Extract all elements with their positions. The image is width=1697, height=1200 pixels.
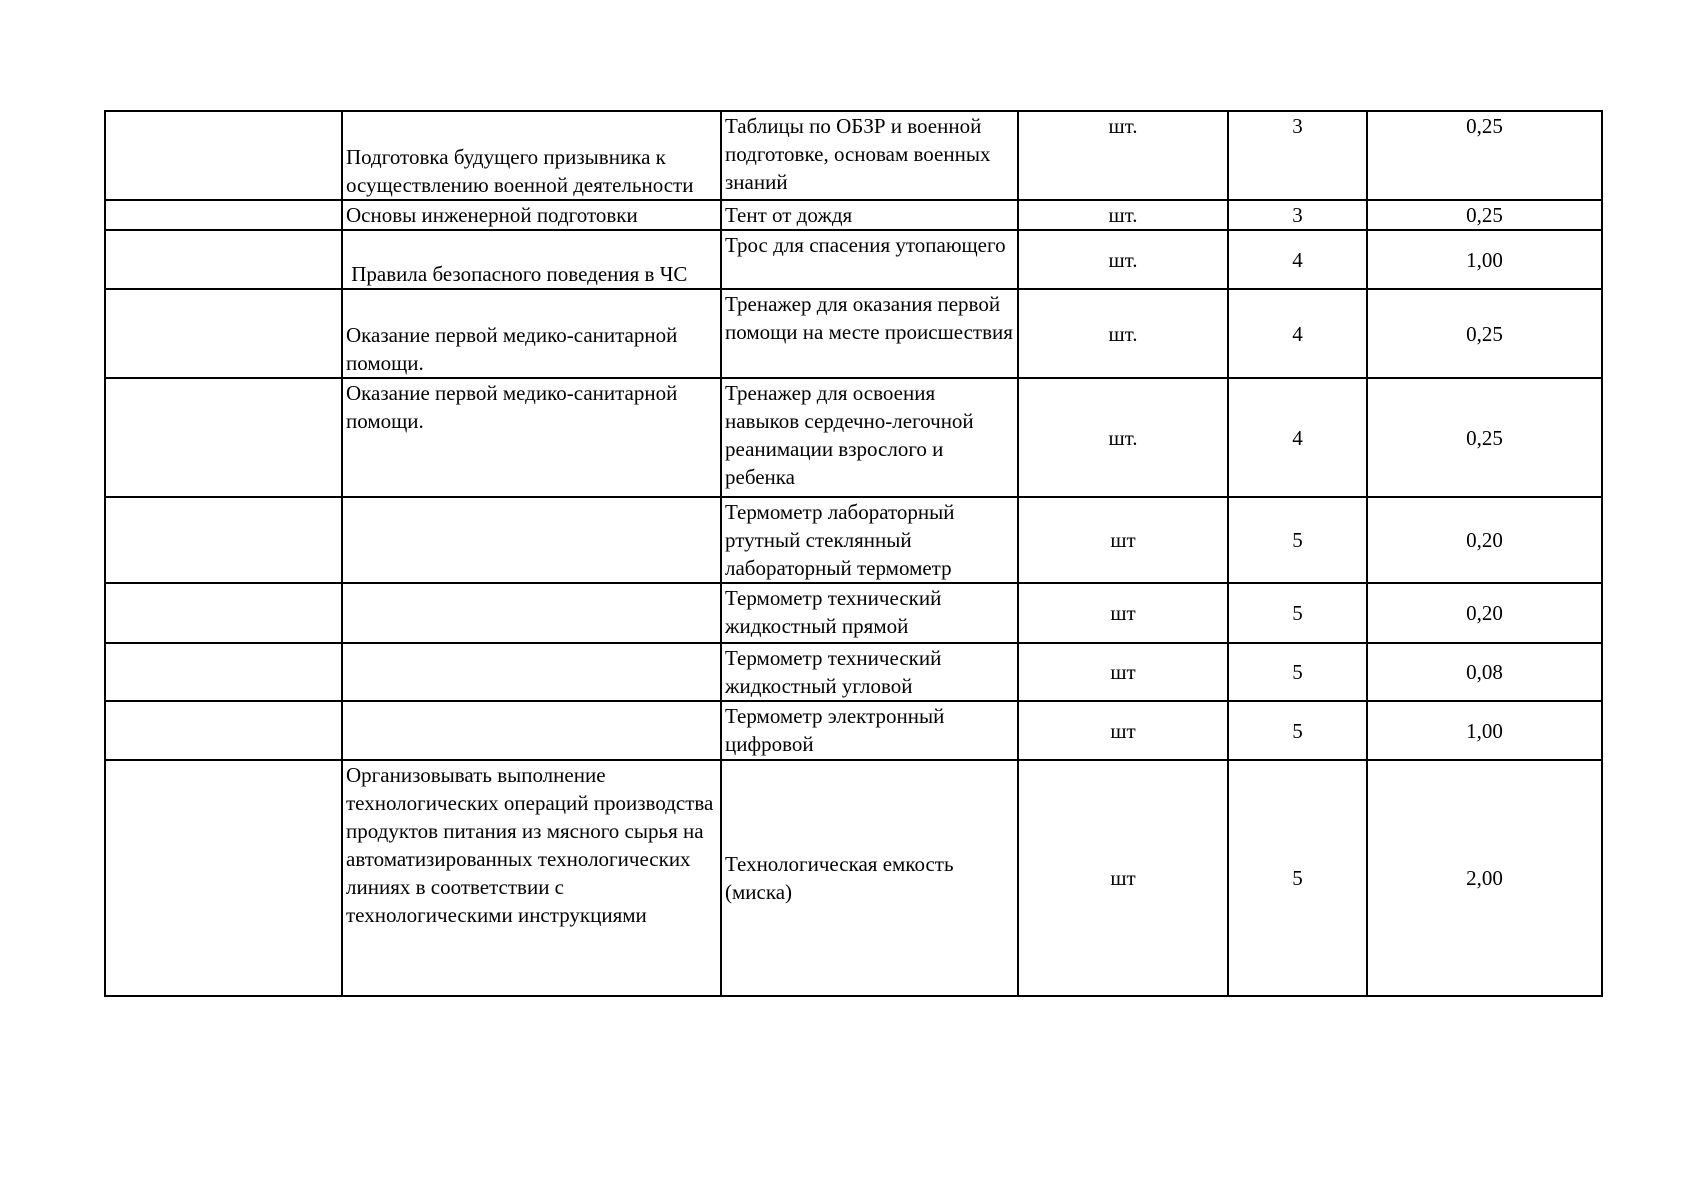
table-row — [105, 583, 1602, 643]
empty-cell — [105, 378, 342, 497]
item-cell: Таблицы по ОБЗР и военной подготовке, основам военных знаний — [721, 111, 1018, 200]
unit-cell: шт — [1018, 643, 1228, 701]
quantity-cell: 5 — [1228, 760, 1367, 996]
item-cell: Тренажер для оказания первой помощи на месте происшествия — [721, 289, 1018, 378]
empty-cell — [105, 497, 342, 583]
unit-cell: шт. — [1018, 289, 1228, 378]
empty-cell — [105, 200, 342, 230]
empty-cell — [105, 643, 342, 701]
table-row — [105, 760, 1602, 996]
unit-cell: шт. — [1018, 378, 1228, 497]
quantity-cell: 3 — [1228, 111, 1367, 200]
table-row — [105, 289, 1602, 378]
unit-cell: шт. — [1018, 200, 1228, 230]
empty-cell — [105, 111, 342, 200]
unit-cell: шт. — [1018, 230, 1228, 289]
quantity-cell: 5 — [1228, 643, 1367, 701]
value-cell: 0,25 — [1367, 289, 1602, 378]
value-cell: 0,08 — [1367, 643, 1602, 701]
topic-cell: Основы инженерной подготовки — [342, 200, 721, 230]
item-cell: Термометр технический жидкостный угловой — [721, 643, 1018, 701]
value-cell: 0,25 — [1367, 200, 1602, 230]
quantity-cell: 4 — [1228, 289, 1367, 378]
empty-cell — [105, 230, 342, 289]
equipment-table — [104, 110, 1603, 997]
topic-cell: Оказание первой медико-санитарной помощи. — [342, 378, 721, 497]
unit-cell: шт — [1018, 701, 1228, 760]
table-row — [105, 111, 1602, 200]
unit-cell: шт — [1018, 583, 1228, 643]
quantity-cell: 5 — [1228, 701, 1367, 760]
item-cell: Трос для спасения утопающего — [721, 230, 1018, 289]
item-cell: Технологическая емкость (миска) — [721, 760, 1018, 996]
value-cell: 0,25 — [1367, 111, 1602, 200]
value-cell: 0,20 — [1367, 497, 1602, 583]
quantity-cell: 5 — [1228, 583, 1367, 643]
table-row — [105, 378, 1602, 497]
unit-cell: шт. — [1018, 111, 1228, 200]
empty-cell — [105, 289, 342, 378]
value-cell: 2,00 — [1367, 760, 1602, 996]
table-row — [105, 230, 1602, 289]
quantity-cell: 3 — [1228, 200, 1367, 230]
quantity-cell: 5 — [1228, 497, 1367, 583]
empty-cell — [105, 701, 342, 760]
topic-cell — [342, 701, 721, 760]
table-row — [105, 200, 1602, 230]
topic-cell: Подготовка будущего призывника к осуществлению военной деятельности — [342, 111, 721, 200]
table-row — [105, 497, 1602, 583]
item-cell: Тренажер для освоения навыков сердечно-легочной реанимации взрослого и ребенка — [721, 378, 1018, 497]
empty-cell — [105, 760, 342, 996]
item-cell: Термометр технический жидкостный прямой — [721, 583, 1018, 643]
quantity-cell: 4 — [1228, 230, 1367, 289]
table-row — [105, 643, 1602, 701]
topic-cell: Оказание первой медико-санитарной помощи. — [342, 289, 721, 378]
topic-cell: Правила безопасного поведения в ЧС — [342, 230, 721, 289]
topic-cell — [342, 643, 721, 701]
value-cell: 0,25 — [1367, 378, 1602, 497]
item-cell: Термометр лабораторный ртутный стеклянный лабораторный термометр — [721, 497, 1018, 583]
value-cell: 1,00 — [1367, 230, 1602, 289]
item-cell: Тент от дождя — [721, 200, 1018, 230]
item-cell: Термометр электронный цифровой — [721, 701, 1018, 760]
table-row — [105, 701, 1602, 760]
value-cell: 1,00 — [1367, 701, 1602, 760]
topic-cell — [342, 497, 721, 583]
empty-cell — [105, 583, 342, 643]
value-cell: 0,20 — [1367, 583, 1602, 643]
topic-cell: Организовывать выполнение технологических операций производства продуктов питания из мясного сырья на автоматизированных технологических линиях в соответствии с технологическими инструкциями — [342, 760, 721, 996]
topic-cell — [342, 583, 721, 643]
unit-cell: шт — [1018, 760, 1228, 996]
unit-cell: шт — [1018, 497, 1228, 583]
quantity-cell: 4 — [1228, 378, 1367, 497]
